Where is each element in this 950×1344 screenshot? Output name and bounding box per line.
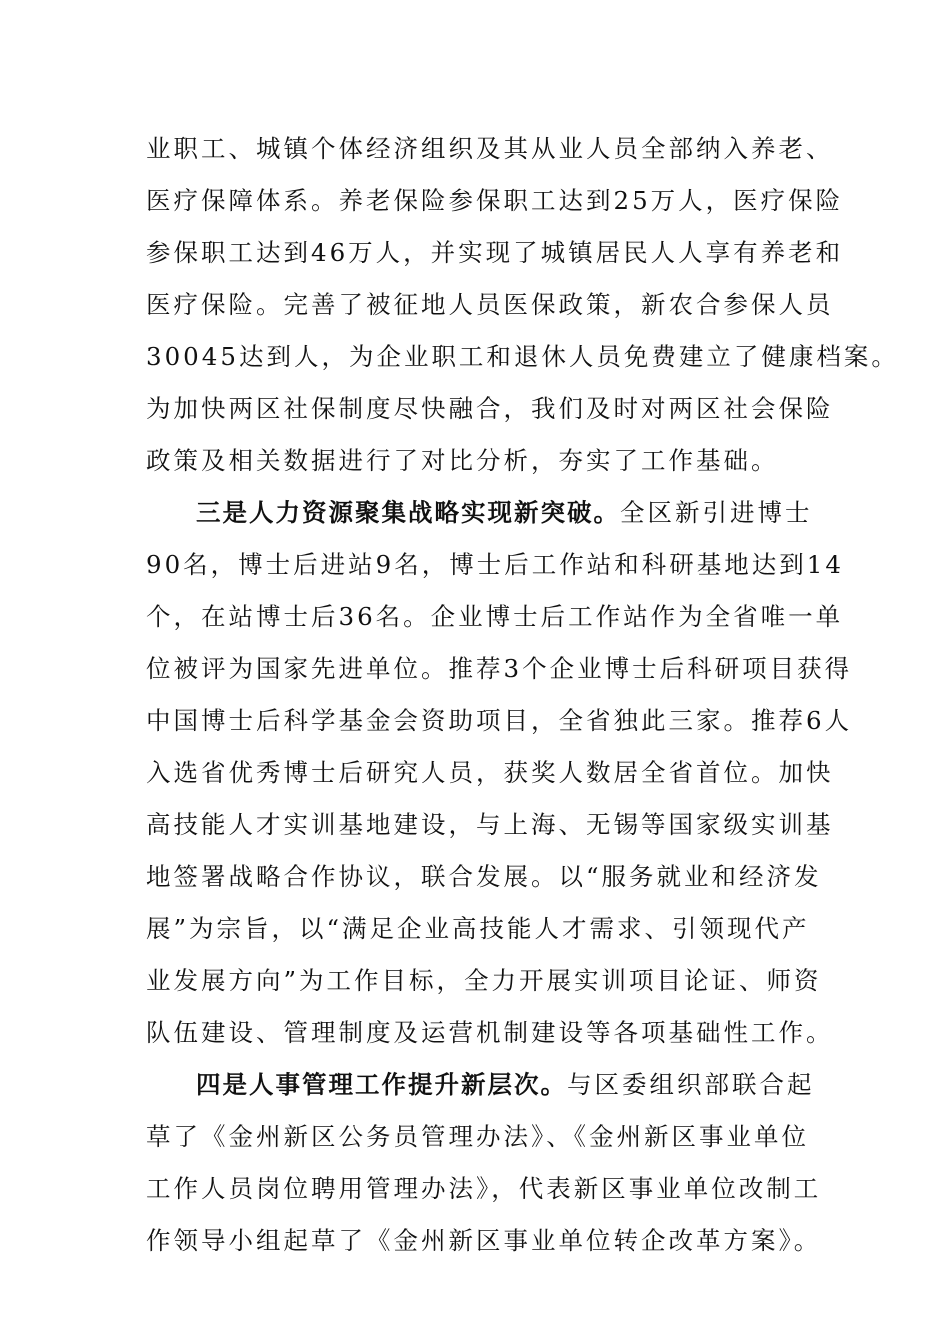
- body-text-line: 业发展方向”为工作目标，全力开展实训项目论证、师资: [146, 966, 822, 995]
- body-text-line: 高技能人才实训基地建设，与上海、无锡等国家级实训基: [146, 810, 834, 839]
- body-text-line: 医疗保障体系。养老保险参保职工达到25万人，医疗保险: [146, 186, 844, 215]
- body-text: 全区新引进博士: [620, 498, 813, 527]
- body-text-line: 90名，博士后进站9名，博士后工作站和科研基地达到14: [146, 550, 844, 579]
- body-text-line: 入选省优秀博士后研究人员，获奖人数居全省首位。加快: [146, 758, 834, 787]
- body-text-line: 为加快两区社保制度尽快融合，我们及时对两区社会保险: [146, 394, 834, 423]
- body-text-line: 政策及相关数据进行了对比分析，夯实了工作基础。: [146, 446, 779, 475]
- paragraph-first-line: [196, 496, 876, 530]
- paragraph-heading: 三是人力资源聚集战略实现新突破。: [196, 498, 620, 527]
- body-text-line: 地签署战略合作协议，联合发展。以“服务就业和经济发: [146, 862, 822, 891]
- paragraph-first-line: [196, 1068, 876, 1102]
- body-text-line: 作领导小组起草了《金州新区事业单位转企改革方案》。: [146, 1226, 822, 1255]
- body-text-line: 位被评为国家先进单位。推荐3个企业博士后科研项目获得: [146, 654, 853, 683]
- body-text: 与区委组织部联合起: [567, 1070, 815, 1099]
- body-text-line: 展”为宗旨，以“满足企业高技能人才需求、引领现代产: [146, 914, 810, 943]
- body-text-line: 30045达到人，为企业职工和退休人员免费建立了健康档案。: [146, 342, 899, 371]
- body-text-line: 业职工、城镇个体经济组织及其从业人员全部纳入养老、: [146, 134, 834, 163]
- body-text-line: 参保职工达到46万人，并实现了城镇居民人人享有养老和: [146, 238, 844, 267]
- body-text-line: 中国博士后科学基金会资助项目，全省独此三家。推荐6人: [146, 706, 853, 735]
- body-text-line: 工作人员岗位聘用管理办法》，代表新区事业单位改制工: [146, 1174, 822, 1203]
- body-text-line: 医疗保险。完善了被征地人员医保政策，新农合参保人员: [146, 290, 834, 319]
- paragraph-heading: 四是人事管理工作提升新层次。: [196, 1070, 567, 1099]
- body-text-line: 草了《金州新区公务员管理办法》、《金州新区事业单位: [146, 1122, 809, 1151]
- body-text-line: 队伍建设、管理制度及运营机制建设等各项基础性工作。: [146, 1018, 834, 1047]
- body-text-line: 个，在站博士后36名。企业博士后工作站作为全省唯一单: [146, 602, 844, 631]
